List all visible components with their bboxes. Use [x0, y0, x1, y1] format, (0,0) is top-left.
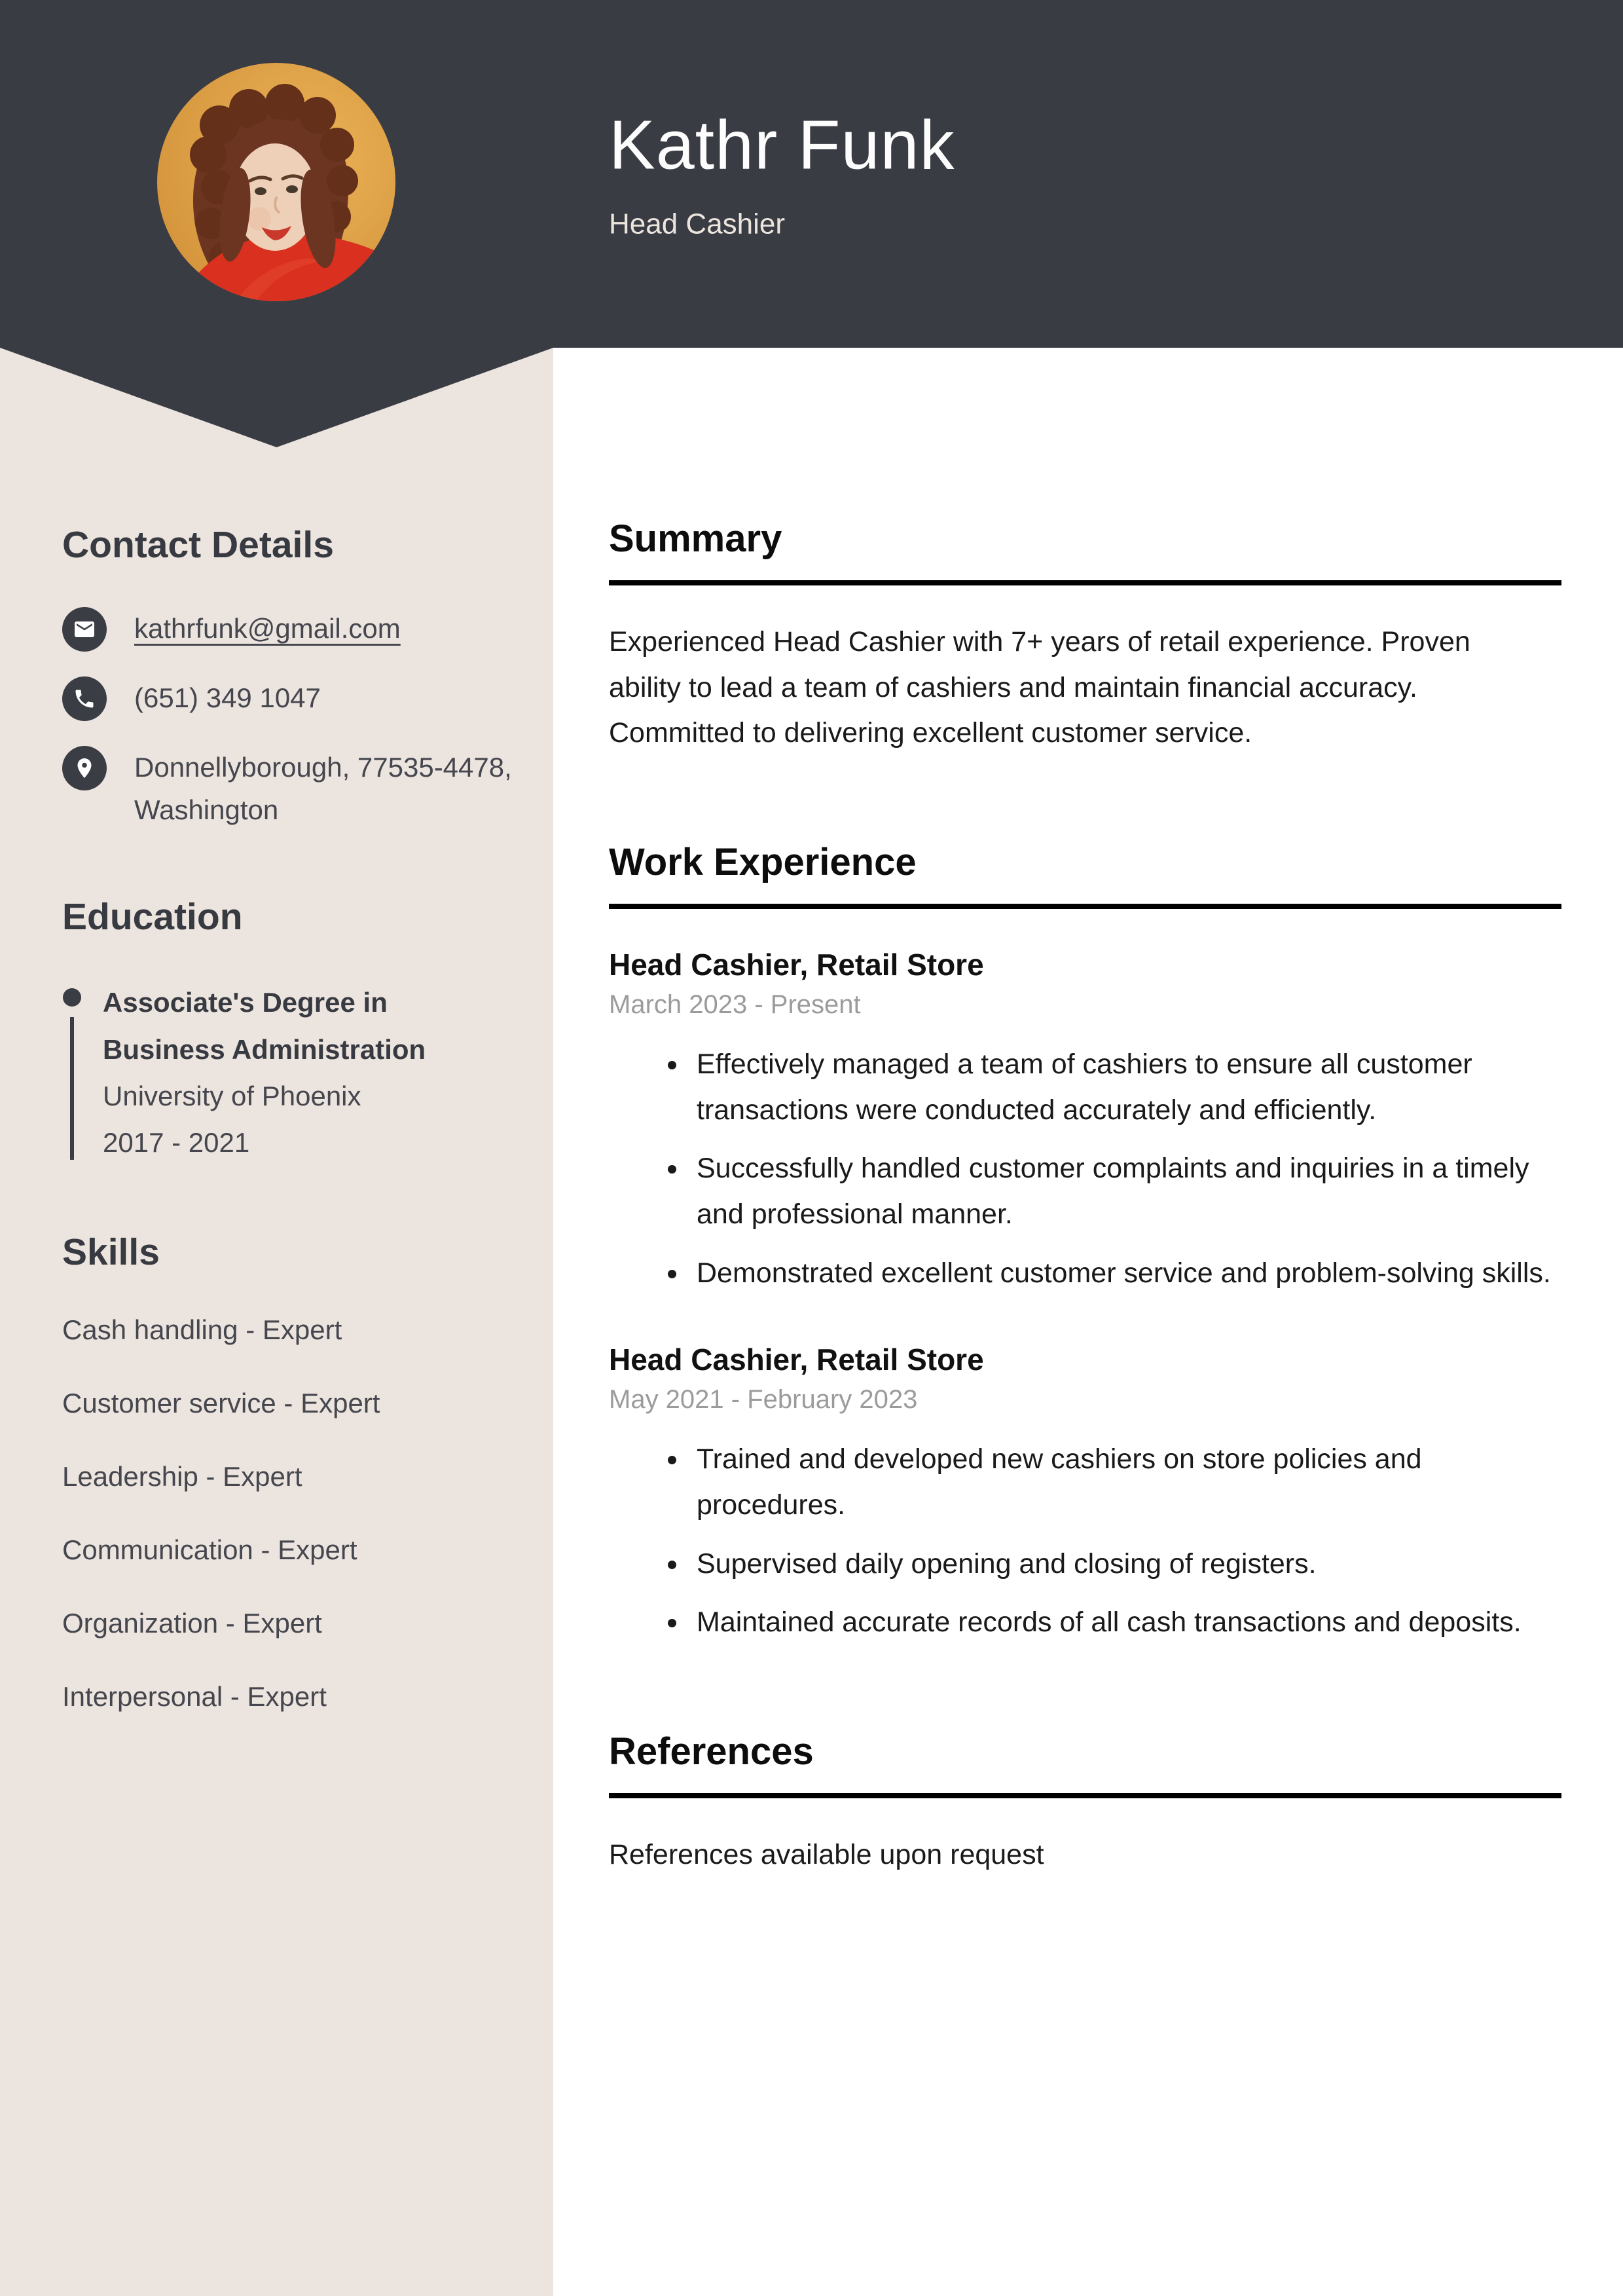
timeline-dot — [63, 988, 81, 1007]
job-entry — [609, 1342, 1561, 1646]
references-heading: References — [609, 1730, 1561, 1798]
portrait-illustration — [157, 63, 395, 301]
job-bullet: • Trained and developed new cashiers on store policies and procedures. — [689, 1437, 1561, 1528]
skill-item: Organization - Expert — [62, 1607, 322, 1639]
job-bullet-list — [609, 1042, 1561, 1296]
job-bullet: • Successfully handled customer complaints and inquiries in a timely and professional manner. — [689, 1146, 1561, 1237]
skill-item: Cash handling - Expert — [62, 1314, 342, 1345]
contact-address-row — [62, 746, 514, 831]
skill-item: Customer service - Expert — [62, 1387, 380, 1418]
education-school: University of Phoenix — [103, 1080, 361, 1111]
job-bullet: • Supervised daily opening and closing of registers. — [689, 1542, 1561, 1587]
skill-item: Communication - Expert — [62, 1534, 357, 1565]
job-bullet: • Effectively managed a team of cashiers to ensure all customer transactions were conducted accurately and efficiently. — [689, 1042, 1561, 1133]
education-degree-line-2: Business Administration — [103, 1033, 426, 1065]
education-dates: 2017 - 2021 — [103, 1127, 250, 1158]
work-experience-section — [609, 840, 1561, 1646]
location-icon — [62, 746, 107, 790]
phone-icon — [62, 676, 107, 721]
job-bullet-list — [609, 1437, 1561, 1646]
skill-item: Interpersonal - Expert — [62, 1680, 327, 1712]
education-heading: Education — [62, 896, 243, 938]
contact-email-row — [62, 607, 514, 652]
references-section — [609, 1730, 1561, 1878]
references-text: References available upon request — [609, 1838, 1044, 1870]
address-text — [134, 746, 512, 831]
email-icon — [62, 607, 107, 652]
contact-section — [62, 523, 514, 831]
main-column — [553, 348, 1623, 2296]
contact-heading: Contact Details — [62, 524, 334, 566]
skills-heading: Skills — [62, 1231, 160, 1273]
address-line-2: Washington — [134, 794, 279, 826]
job-bullet: • Demonstrated excellent customer service and problem-solving skills. — [689, 1251, 1561, 1297]
job-dates: May 2021 - February 2023 — [609, 1385, 918, 1415]
header-text-block — [609, 107, 955, 241]
header-band — [0, 0, 1623, 348]
education-timeline-marker — [62, 979, 82, 1166]
job-title: Head Cashier, Retail Store — [609, 1342, 984, 1377]
summary-heading: Summary — [609, 517, 1561, 585]
person-name: Kathr Funk — [609, 106, 955, 184]
work-experience-heading: Work Experience — [609, 840, 1561, 909]
job-entry — [609, 947, 1561, 1296]
job-dates: March 2023 - Present — [609, 990, 861, 1019]
email-link[interactable]: kathrfunk@gmail.com — [134, 613, 401, 644]
education-degree-line-1: Associate's Degree in — [103, 987, 388, 1018]
education-degree — [103, 979, 426, 1073]
summary-section — [609, 517, 1561, 756]
address-line-1: Donnellyborough, 77535-4478, — [134, 752, 512, 783]
sidebar — [0, 348, 553, 2296]
education-entry — [62, 979, 514, 1166]
skills-section — [62, 1231, 514, 1713]
timeline-line — [70, 1017, 74, 1160]
skill-item: Leadership - Expert — [62, 1460, 302, 1492]
phone-number: (651) 349 1047 — [134, 682, 321, 713]
contact-phone-row — [62, 676, 514, 721]
job-bullet: • Maintained accurate records of all cash transactions and deposits. — [689, 1600, 1561, 1646]
profile-photo — [157, 63, 395, 301]
person-job-title: Head Cashier — [609, 208, 786, 240]
education-details — [103, 979, 426, 1166]
job-title: Head Cashier, Retail Store — [609, 947, 984, 982]
education-section — [62, 895, 514, 1166]
summary-text: Experienced Head Cashier with 7+ years of retail experience. Proven ability to lead a team of cashiers and maintain financial accuracy. Committed to delivering excellent customer service. — [609, 626, 1470, 749]
